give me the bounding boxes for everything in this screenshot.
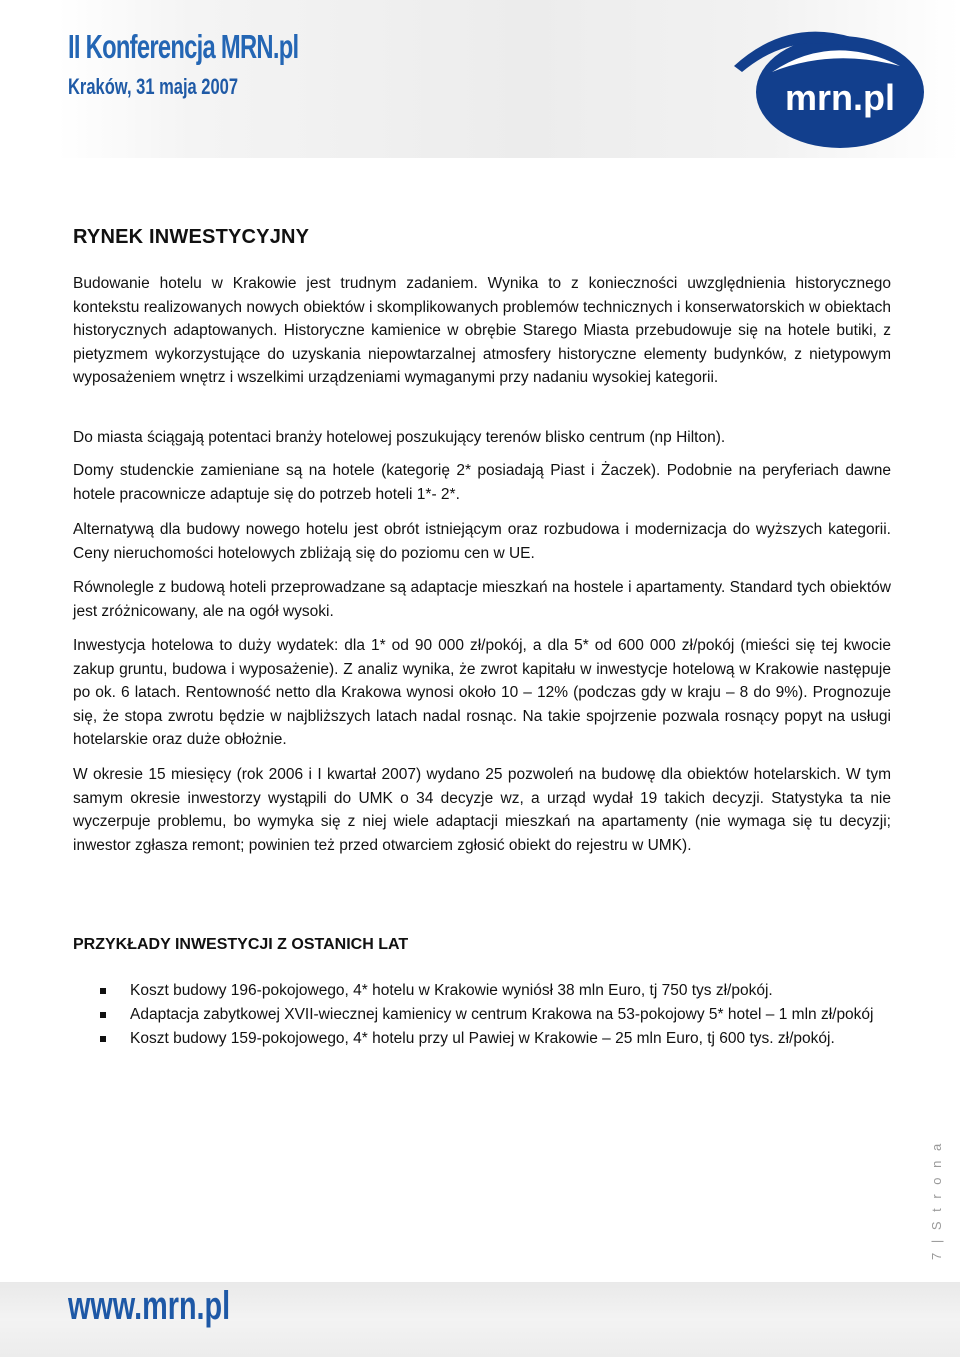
list-item: [100, 979, 891, 1003]
section-title: RYNEK INWESTYCYJNY: [73, 226, 310, 248]
list-item: [100, 1027, 891, 1051]
paragraph-6: Inwestycja hotelowa to duży wydatek: dla 1* od 90 000 zł/pokój, a dla 5* od 600 000 zł/pokój (mieści się tej kwocie zakup gruntu, budowa i wyposażenie). Z analiz wynika, że zwrot kapitału w inwestycje hotelową w Krakowie następuje po ok. 6 latach. Rentowność netto dla Krakowa wynosi około 10 – 12% (podczas gdy w kraju – 8 do 9%). Prognozuje się, że stopa zwrotu będzie w najbliższych latach nadal rosnąc. Na takie spojrzenie pozwala rosnący popyt na usługi hotelarskie oraz duże obłożnie.: [73, 637, 891, 749]
conference-title: II Konferencja MRN.pl: [68, 28, 299, 65]
paragraph-3: Domy studenckie zamieniane są na hotele (kategorię 2* posiadają Piast i Żaczek). Podobnie na peryferiach dawne hotele pracownicze adaptuje się do potrzeb hoteli 1*- 2*.: [73, 462, 891, 503]
paragraph-4: Alternatywą dla budowy nowego hotelu jest obrót istniejącym oraz rozbudowa i modernizacja do wyższych kategorii. Ceny nieruchomości hotelowych zbliżają się do poziomu cen w UE.: [73, 521, 891, 562]
mrn-logo: [732, 10, 928, 150]
paragraph-2: Do miasta ściągają potentaci branży hotelowej poszukujący terenów blisko centrum (np Hilton).: [73, 429, 726, 446]
page-number-text: 7 | S t r o n a: [929, 1140, 944, 1260]
bullet-square-icon: [100, 1036, 106, 1042]
examples-title: PRZYKŁADY INWESTYCJI Z OSTANICH LAT: [73, 936, 409, 953]
paragraph-1: Budowanie hotelu w Krakowie jest trudnym zadaniem. Wynika to z konieczności uwzględnienia historycznego kontekstu realizowanych nowych obiektów i skomplikowanych problemów technicznych i konserwatorskich w obiektach historycznych adaptowanych. Historyczne kamienice w obrębie Starego Miasta przebudowuje się na hotele butiki, z pietyzmem wykorzystujące do uzyskania niepowtarzalnej atmosfery historyczne elementy budynków, z nietypowym wyposażeniem wnętrz i wszelkimi urządzeniami wymaganymi przy nadaniu wysokiej kategorii.: [73, 275, 891, 387]
page-number-label: [929, 1140, 953, 1260]
paragraph-5: Równolegle z budową hoteli przeprowadzane są adaptacje mieszkań na hostele i apartamenty. Standard tych obiektów jest zróżnicowany, ale na ogół wysoki.: [73, 579, 891, 620]
list-item-text: Koszt budowy 196-pokojowego, 4* hotelu w Krakowie wyniósł 38 mln Euro, tj 750 tys zł/pokój.: [130, 982, 773, 999]
footer-url[interactable]: www.mrn.pl: [68, 1284, 231, 1328]
logo-text: mrn.pl: [784, 77, 896, 118]
list-item-text: Koszt budowy 159-pokojowego, 4* hotelu przy ul Pawiej w Krakowie – 25 mln Euro, tj 600 tys. zł/pokój.: [130, 1030, 835, 1047]
conference-date: Kraków, 31 maja 2007: [68, 74, 239, 99]
list-item-text: Adaptacja zabytkowej XVII-wiecznej kamienicy w centrum Krakowa na 53-pokojowy 5* hotel – 1 mln zł/pokój: [130, 1006, 874, 1023]
bullet-square-icon: [100, 988, 106, 994]
list-item: [100, 1003, 891, 1027]
bullet-square-icon: [100, 1012, 106, 1018]
paragraph-7: W okresie 15 miesięcy (rok 2006 i I kwartał 2007) wydano 25 pozwoleń na budowę dla obiektów hotelarskich. W tym samym okresie inwestorzy wystąpili do UMK o 34 decyzje wz, a urząd wydał 19 takich decyzji. Statystyka ta nie wyczerpuje problemu, bo wymyka się z niej wiele adaptacji mieszkań na apartamenty (nie wymaga się tu decyzji; inwestor zgłasza remont; powinien też przed otwarciem zgłosić obiekt do rejestru w UMK).: [73, 766, 891, 854]
examples-list: [100, 979, 891, 1051]
